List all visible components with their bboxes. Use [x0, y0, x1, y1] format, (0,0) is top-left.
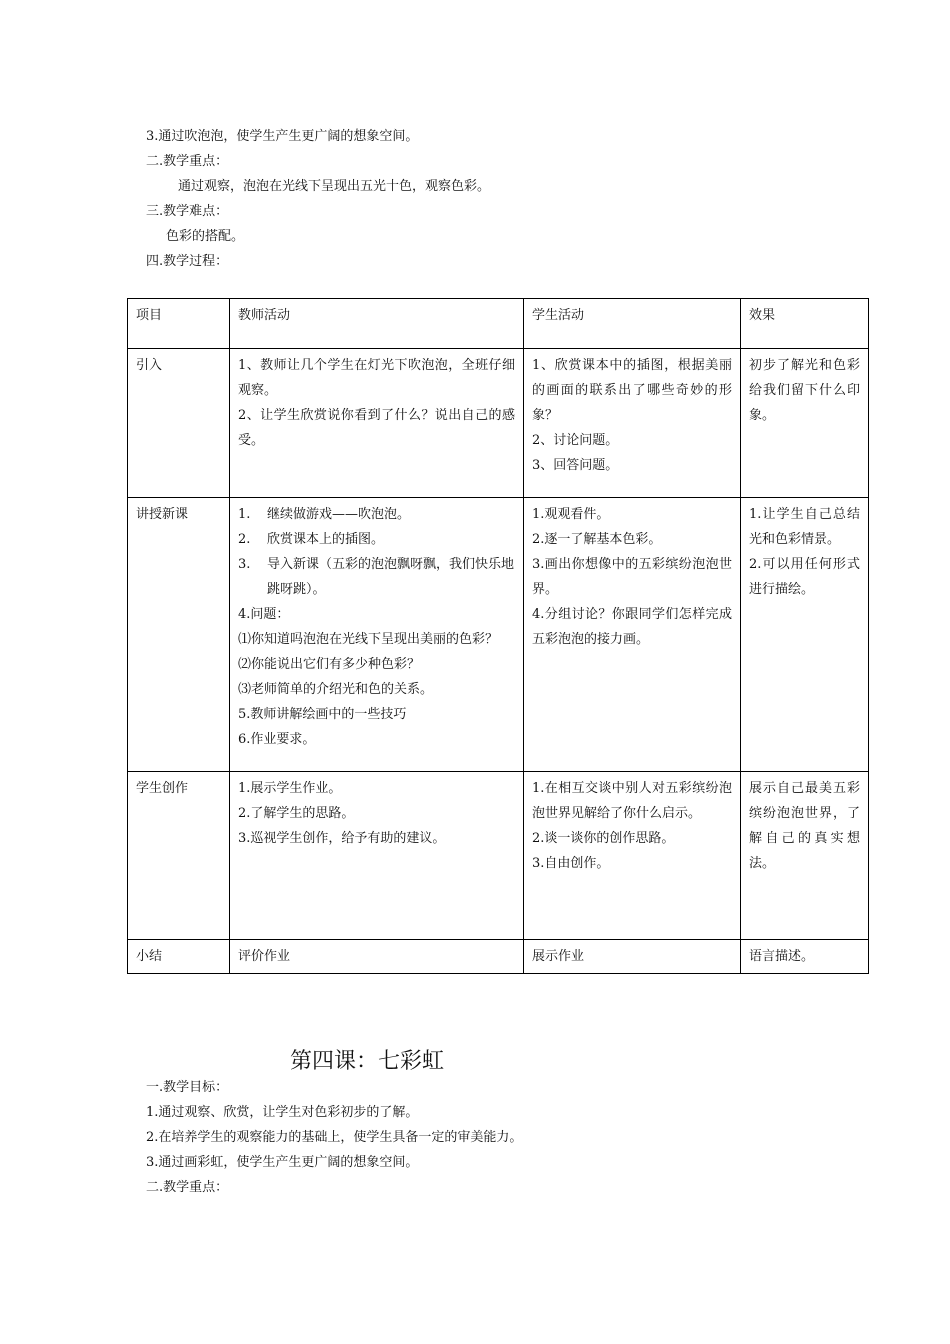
table-row — [128, 772, 869, 940]
student-activity-line: 1.在相互交谈中别人对五彩缤纷泡泡世界见解给了你什么启示。 — [532, 781, 732, 821]
goal-1-text: 1.通过观察、欣赏，让学生对色彩初步的了解。 — [146, 1105, 419, 1120]
student-activity-line: 2.逐一了解基本色彩。 — [532, 532, 662, 547]
effect-text: 2.可以用任何形式进行描绘。 — [749, 557, 860, 597]
effect-text: 1.让学生自己总结光和色彩情景。 — [749, 507, 860, 547]
student-activity-line: 2、讨论问题。 — [532, 433, 619, 448]
row-item: 讲授新课 — [128, 498, 230, 772]
teacher-activity-line: 2.了解学生的思路。 — [238, 806, 355, 821]
table-header-row — [128, 299, 869, 349]
teacher-activity-line: 6.作业要求。 — [238, 732, 316, 747]
list-number: 3. — [238, 557, 251, 572]
header-student-activity: 学生活动 — [524, 299, 741, 349]
header-teacher-activity: 教师活动 — [230, 299, 524, 349]
teacher-activity-line: 5.教师讲解绘画中的一些技巧 — [238, 707, 407, 722]
teacher-activity-line: 1.展示学生作业。 — [238, 781, 342, 796]
teacher-activity-line: ⑶老师简单的介绍光和色的关系。 — [238, 682, 434, 697]
list-text: 欣赏课本上的插图。 — [267, 532, 385, 547]
teacher-numbered-line — [238, 527, 515, 552]
teacher-activity-line: 2、让学生欣赏说你看到了什么？说出自己的感受。 — [238, 408, 515, 448]
list-text: 导入新课（五彩的泡泡飘呀飘，我们快乐地跳呀跳）。 — [267, 557, 515, 597]
student-activity-line: 3.自由创作。 — [532, 856, 610, 871]
effect-cell — [741, 349, 869, 498]
table-row — [128, 498, 869, 772]
student-activity-line: 3.画出你想像中的五彩缤纷泡泡世界。 — [532, 557, 732, 597]
effect-text: 初步了解光和色彩给我们留下什么印象。 — [749, 358, 860, 423]
student-activity-line: 4.分组讨论？你跟同学们怎样完成五彩泡泡的接力画。 — [532, 607, 732, 647]
teacher-activity-line: ⑵你能说出它们有多少种色彩？ — [238, 657, 421, 672]
teacher-activity-line: 1、教师让几个学生在灯光下吹泡泡，全班仔细观察。 — [238, 358, 515, 398]
teacher-numbered-line — [238, 502, 515, 527]
effect-cell: 语言描述。 — [741, 940, 869, 974]
effect-cell — [741, 772, 869, 940]
teacher-activity-line: 3.巡视学生创作，给予有助的建议。 — [238, 831, 446, 846]
student-activity-cell: 展示作业 — [524, 940, 741, 974]
goals-heading: 一.教学目标： — [146, 1080, 229, 1095]
effect-cell — [741, 498, 869, 772]
goal-3-text: 3.通过吹泡泡，使学生产生更广阔的想象空间。 — [146, 129, 419, 144]
list-number: 2. — [238, 532, 251, 547]
difficulty-heading: 三.教学难点： — [146, 204, 229, 219]
teacher-activity-cell: 评价作业 — [230, 940, 524, 974]
row-item: 小结 — [128, 940, 230, 974]
effect-text: 展示自己最美五彩缤纷泡泡世界，了解自己的真实想法。 — [749, 781, 860, 871]
lesson-process-table — [127, 298, 869, 974]
student-activity-line: 1、欣赏课本中的插图，根据美丽的画面的联系出了哪些奇妙的形象？ — [532, 358, 732, 423]
lesson-title: 第四课：七彩虹 — [290, 1049, 445, 1074]
goal-3-text: 3.通过画彩虹，使学生产生更广阔的想象空间。 — [146, 1155, 419, 1170]
list-number: 1. — [238, 507, 251, 522]
teacher-activity-cell — [230, 349, 524, 498]
table-row — [128, 940, 869, 974]
key-points-heading: 二.教学重点： — [146, 1180, 229, 1195]
student-activity-cell — [524, 498, 741, 772]
student-activity-line: 3、回答问题。 — [532, 458, 619, 473]
goal-2-text: 2.在培养学生的观察能力的基础上，使学生具备一定的审美能力。 — [146, 1130, 523, 1145]
header-item: 项目 — [128, 299, 230, 349]
difficulty-text: 色彩的搭配。 — [166, 229, 245, 244]
process-heading: 四.教学过程： — [146, 254, 229, 269]
key-points-text: 通过观察，泡泡在光线下呈现出五光十色，观察色彩。 — [178, 179, 491, 194]
row-item: 引入 — [128, 349, 230, 498]
student-activity-cell — [524, 349, 741, 498]
list-text: 继续做游戏——吹泡泡。 — [267, 507, 411, 522]
key-points-heading: 二.教学重点： — [146, 154, 229, 169]
teacher-activity-line: ⑴你知道吗泡泡在光线下呈现出美丽的色彩？ — [238, 632, 499, 647]
teacher-numbered-line — [238, 552, 515, 602]
teacher-activity-cell — [230, 772, 524, 940]
row-item: 学生创作 — [128, 772, 230, 940]
student-activity-line: 1.观观看件。 — [532, 507, 610, 522]
header-effect: 效果 — [741, 299, 869, 349]
table-row — [128, 349, 869, 498]
teacher-activity-line: 4.问题： — [238, 607, 290, 622]
student-activity-line: 2.谈一谈你的创作思路。 — [532, 831, 675, 846]
teacher-activity-cell — [230, 498, 524, 772]
student-activity-cell — [524, 772, 741, 940]
